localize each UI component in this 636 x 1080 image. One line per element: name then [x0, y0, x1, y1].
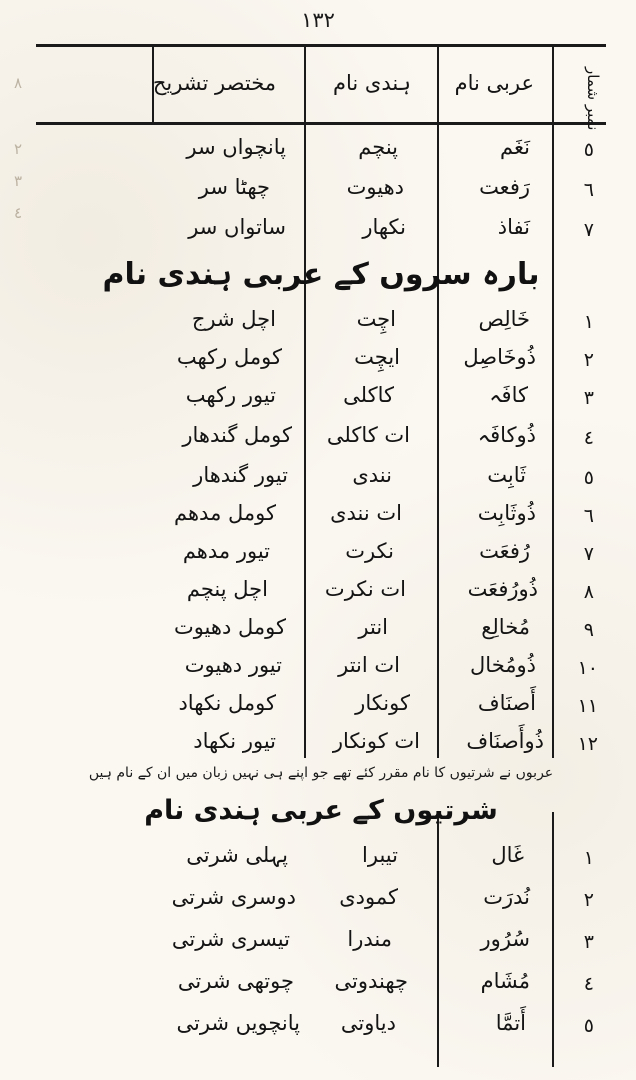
row-number: ٦: [583, 179, 594, 201]
row-hindi: مندرا: [347, 927, 392, 951]
margin-mark: ٤: [14, 204, 23, 222]
row-number: ١: [583, 311, 594, 333]
row-explanation: تیور نکھاد: [193, 729, 276, 753]
row-number: ٣: [583, 387, 594, 409]
row-number: ٧: [583, 219, 594, 241]
column-divider-number-2: [552, 812, 554, 1067]
row-hindi: ات نندی: [330, 501, 402, 525]
row-number: ١٢: [577, 733, 598, 755]
row-explanation: تیور دھیوت: [184, 653, 282, 677]
row-arabic: ثَابِت: [487, 463, 526, 487]
section-title-shrutis: شرتیوں کے عربی ہندی نام: [144, 795, 498, 826]
header-arabic: عربی نام: [454, 71, 534, 95]
row-arabic: غَال: [491, 843, 524, 867]
row-explanation: چوتھی شرتی: [177, 969, 294, 993]
row-arabic: رُفعَت: [479, 539, 530, 563]
row-explanation: تیور گندھار: [193, 463, 288, 487]
column-divider-arabic-2: [437, 812, 439, 1067]
header-explanation: مختصر تشریح: [152, 71, 276, 95]
row-number: ٢: [583, 349, 594, 371]
row-explanation: دوسری شرتی: [171, 885, 296, 909]
margin-mark: ٣: [14, 172, 23, 190]
row-hindi: کونکار: [355, 691, 410, 715]
row-explanation: کومل مدھم: [174, 501, 276, 525]
header-hindi: ہندی نام: [332, 71, 411, 95]
row-hindi: چھندوتی: [334, 969, 408, 993]
row-arabic: ذُوکافَہ: [477, 423, 536, 447]
row-hindi: نکھار: [362, 215, 406, 239]
row-arabic: مُخالِع: [481, 615, 530, 639]
row-explanation: کومل گندھار: [182, 423, 292, 447]
row-arabic: مُشَام: [480, 969, 530, 993]
row-explanation: پہلی شرتی: [186, 843, 288, 867]
row-number: ٤: [583, 973, 594, 995]
row-number: ٩: [583, 619, 594, 641]
row-explanation: تیور مدھم: [182, 539, 270, 563]
row-number: ١: [583, 847, 594, 869]
row-arabic: کافَہ: [489, 383, 528, 407]
row-explanation: اچل پنچم: [186, 577, 268, 601]
row-number: ٦: [583, 505, 594, 527]
row-arabic: ذُوأَصنَاف: [466, 729, 544, 753]
section-title-twelve-notes: بارہ سروں کے عربی ہندی نام: [102, 257, 540, 292]
row-hindi: کمودی: [339, 885, 398, 909]
row-explanation: کومل دھیوت: [173, 615, 286, 639]
header-number: نمبر شمار: [584, 67, 602, 131]
row-explanation: ساتواں سر: [188, 215, 286, 239]
row-number: ٧: [583, 543, 594, 565]
row-explanation: چھٹا سر: [198, 175, 270, 199]
row-explanation: اچل شرج: [191, 307, 276, 331]
row-hindi: ایچِت: [354, 345, 400, 369]
row-number: ٥: [583, 1015, 594, 1037]
footnote-text: عربوں نے شرتیوں کا نام مقرر کئے تھے جو اپنے ہی نہیں زبان میں ان کے نام ہیں: [88, 765, 554, 781]
row-arabic: أَتمَّا: [495, 1011, 526, 1035]
row-arabic: نُدرَت: [483, 885, 530, 909]
column-divider-hindi: [304, 47, 306, 758]
row-hindi: ات انتر: [338, 653, 400, 677]
row-hindi: ات کونکار: [332, 729, 420, 753]
page-number: ١٣٢: [301, 8, 335, 32]
row-arabic: أَصنَاف: [477, 691, 536, 715]
row-arabic: نَغَم: [500, 135, 530, 159]
row-hindi: نندی: [352, 463, 392, 487]
row-hindi: نکرت: [345, 539, 394, 563]
column-divider-arabic: [437, 47, 439, 758]
row-explanation: پانچواں سر: [186, 135, 286, 159]
row-arabic: ذُوثَابِت: [477, 501, 536, 525]
table: [36, 47, 606, 1080]
row-hindi: کاکلی: [343, 383, 394, 407]
column-divider-number: [552, 47, 554, 758]
margin-mark: ٨: [14, 74, 23, 92]
row-number: ٨: [583, 581, 594, 603]
row-arabic: ذُومُخال: [470, 653, 536, 677]
row-number: ٤: [583, 427, 594, 449]
row-number: ٣: [583, 931, 594, 953]
row-explanation: تیور رکھب: [185, 383, 276, 407]
row-hindi: پنچم: [358, 135, 398, 159]
row-hindi: ات کاکلی: [326, 423, 410, 447]
row-hindi: اچِت: [356, 307, 396, 331]
row-explanation: تیسری شرتی: [171, 927, 290, 951]
row-number: ١١: [577, 695, 598, 717]
row-explanation: کومل رکھب: [176, 345, 282, 369]
margin-mark: ٢: [14, 140, 23, 158]
row-explanation: پانچویں شرتی: [176, 1011, 300, 1035]
row-number: ١٠: [577, 657, 598, 679]
row-arabic: نَفاذ: [497, 215, 530, 239]
row-hindi: تیبرا: [362, 843, 398, 867]
row-explanation: کومل نکھاد: [178, 691, 276, 715]
row-hindi: دھیوت: [346, 175, 404, 199]
row-arabic: ذُوخَاصِل: [463, 345, 536, 369]
row-hindi: انتر: [358, 615, 388, 639]
row-number: ٢: [583, 889, 594, 911]
row-arabic: سُرُور: [480, 927, 530, 951]
row-hindi: ات نکرت: [324, 577, 406, 601]
row-number: ٥: [583, 467, 594, 489]
row-number: ٥: [583, 139, 594, 161]
row-arabic: رَفعت: [479, 175, 530, 199]
row-hindi: دیاوتی: [340, 1011, 396, 1035]
row-arabic: خَالِص: [478, 307, 530, 331]
row-arabic: ذُورُفعَت: [467, 577, 538, 601]
